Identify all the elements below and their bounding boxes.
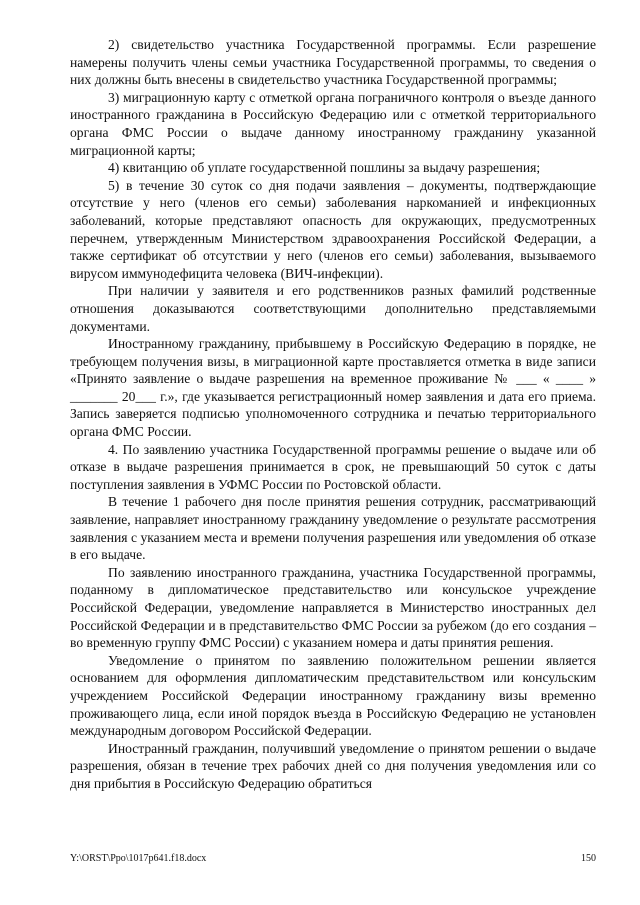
paragraph: При наличии у заявителя и его родственников разных фамилий родственные отношения доказываются соответствующими дополнительно представляемыми документами. [70,283,596,334]
paragraph: 3) миграционную карту с отметкой органа пограничного контроля о въезде данного иностранного гражданина в Российскую Федерацию или с отметкой территориального органа ФМС России о выдаче данному иностранному гражданину указанной миграционной карты; [70,89,596,158]
paragraph: 4. По заявлению участника Государственной программы решение о выдаче или об отказе в выдаче разрешения принимается в срок, не превышающий 50 суток с даты поступления заявления в УФМС России по Ростовской области. [70,441,596,492]
paragraph: Уведомление о принятом по заявлению положительном решении является основанием для оформления дипломатическим представительством или консульским учреждением Российской Федерации иностранному гражданину визы временно проживающего лица, если иной порядок въезда в Российскую Федерацию не установлен международным договором Российской Федерации. [70,652,596,739]
footer-file-path: Y:\ORST\Ppo\1017p641.f18.docx [70,853,207,864]
paragraph: 4) квитанцию об уплате государственной пошлины за выдачу разрешения; [108,160,541,176]
page-footer [70,853,596,865]
page-number: 150 [581,853,596,864]
paragraph: В течение 1 рабочего дня после принятия решения сотрудник, рассматривающий заявление, направляет иностранному гражданину уведомление о результате рассмотрения заявления с указанием места и времени получения разрешения или уведомления об отказе в его выдаче. [70,494,596,563]
paragraph: 2) свидетельство участника Государственной программы. Если разрешение намерены получить члены семьи участника Государственной программы, то сведения о них должны быть внесены в свидетельство участника Государственной программы; [70,37,596,88]
paragraph: По заявлению иностранного гражданина, участника Государственной программы, поданному в дипломатическое представительство или консульское учреждение Российской Федерации, уведомление направляется в Министерство иностранных дел Российской Федерации и в представительство ФМС России за рубежом (до его создания – во временную группу ФМС России) с указанием номера и даты принятия решения. [70,564,596,651]
paragraph: Иностранный гражданин, получивший уведомление о принятом решении о выдаче разрешения, обязан в течение трех рабочих дней со дня получения уведомления или со дня прибытия в Российскую Федерацию обратиться [70,740,596,791]
paragraph: Иностранному гражданину, прибывшему в Российскую Федерацию в порядке, не требующем получения визы, в миграционной карте проставляется отметка в виде записи «Принято заявление о выдаче разрешения на временное проживание № ___ « ____ » _______ 20___ г.», где указывается регистрационный номер заявления и дата его приема. Запись заверяется подписью уполномоченного сотрудника и печатью территориального органа ФМС России. [70,336,596,440]
document-body [70,36,596,793]
paragraph: 5) в течение 30 суток со дня подачи заявления – документы, подтверждающие отсутствие у него (членов его семьи) заболевания наркоманией и инфекционных заболеваний, которые представляют опасность для окружающих, предусмотренных перечнем, утвержденным Министерством здравоохранения Российской Федерации, а также сертификат об отсутствии у него (членов его семьи) заболевания, вызываемого вирусом иммунодефицита человека (ВИЧ-инфекции). [70,177,596,281]
